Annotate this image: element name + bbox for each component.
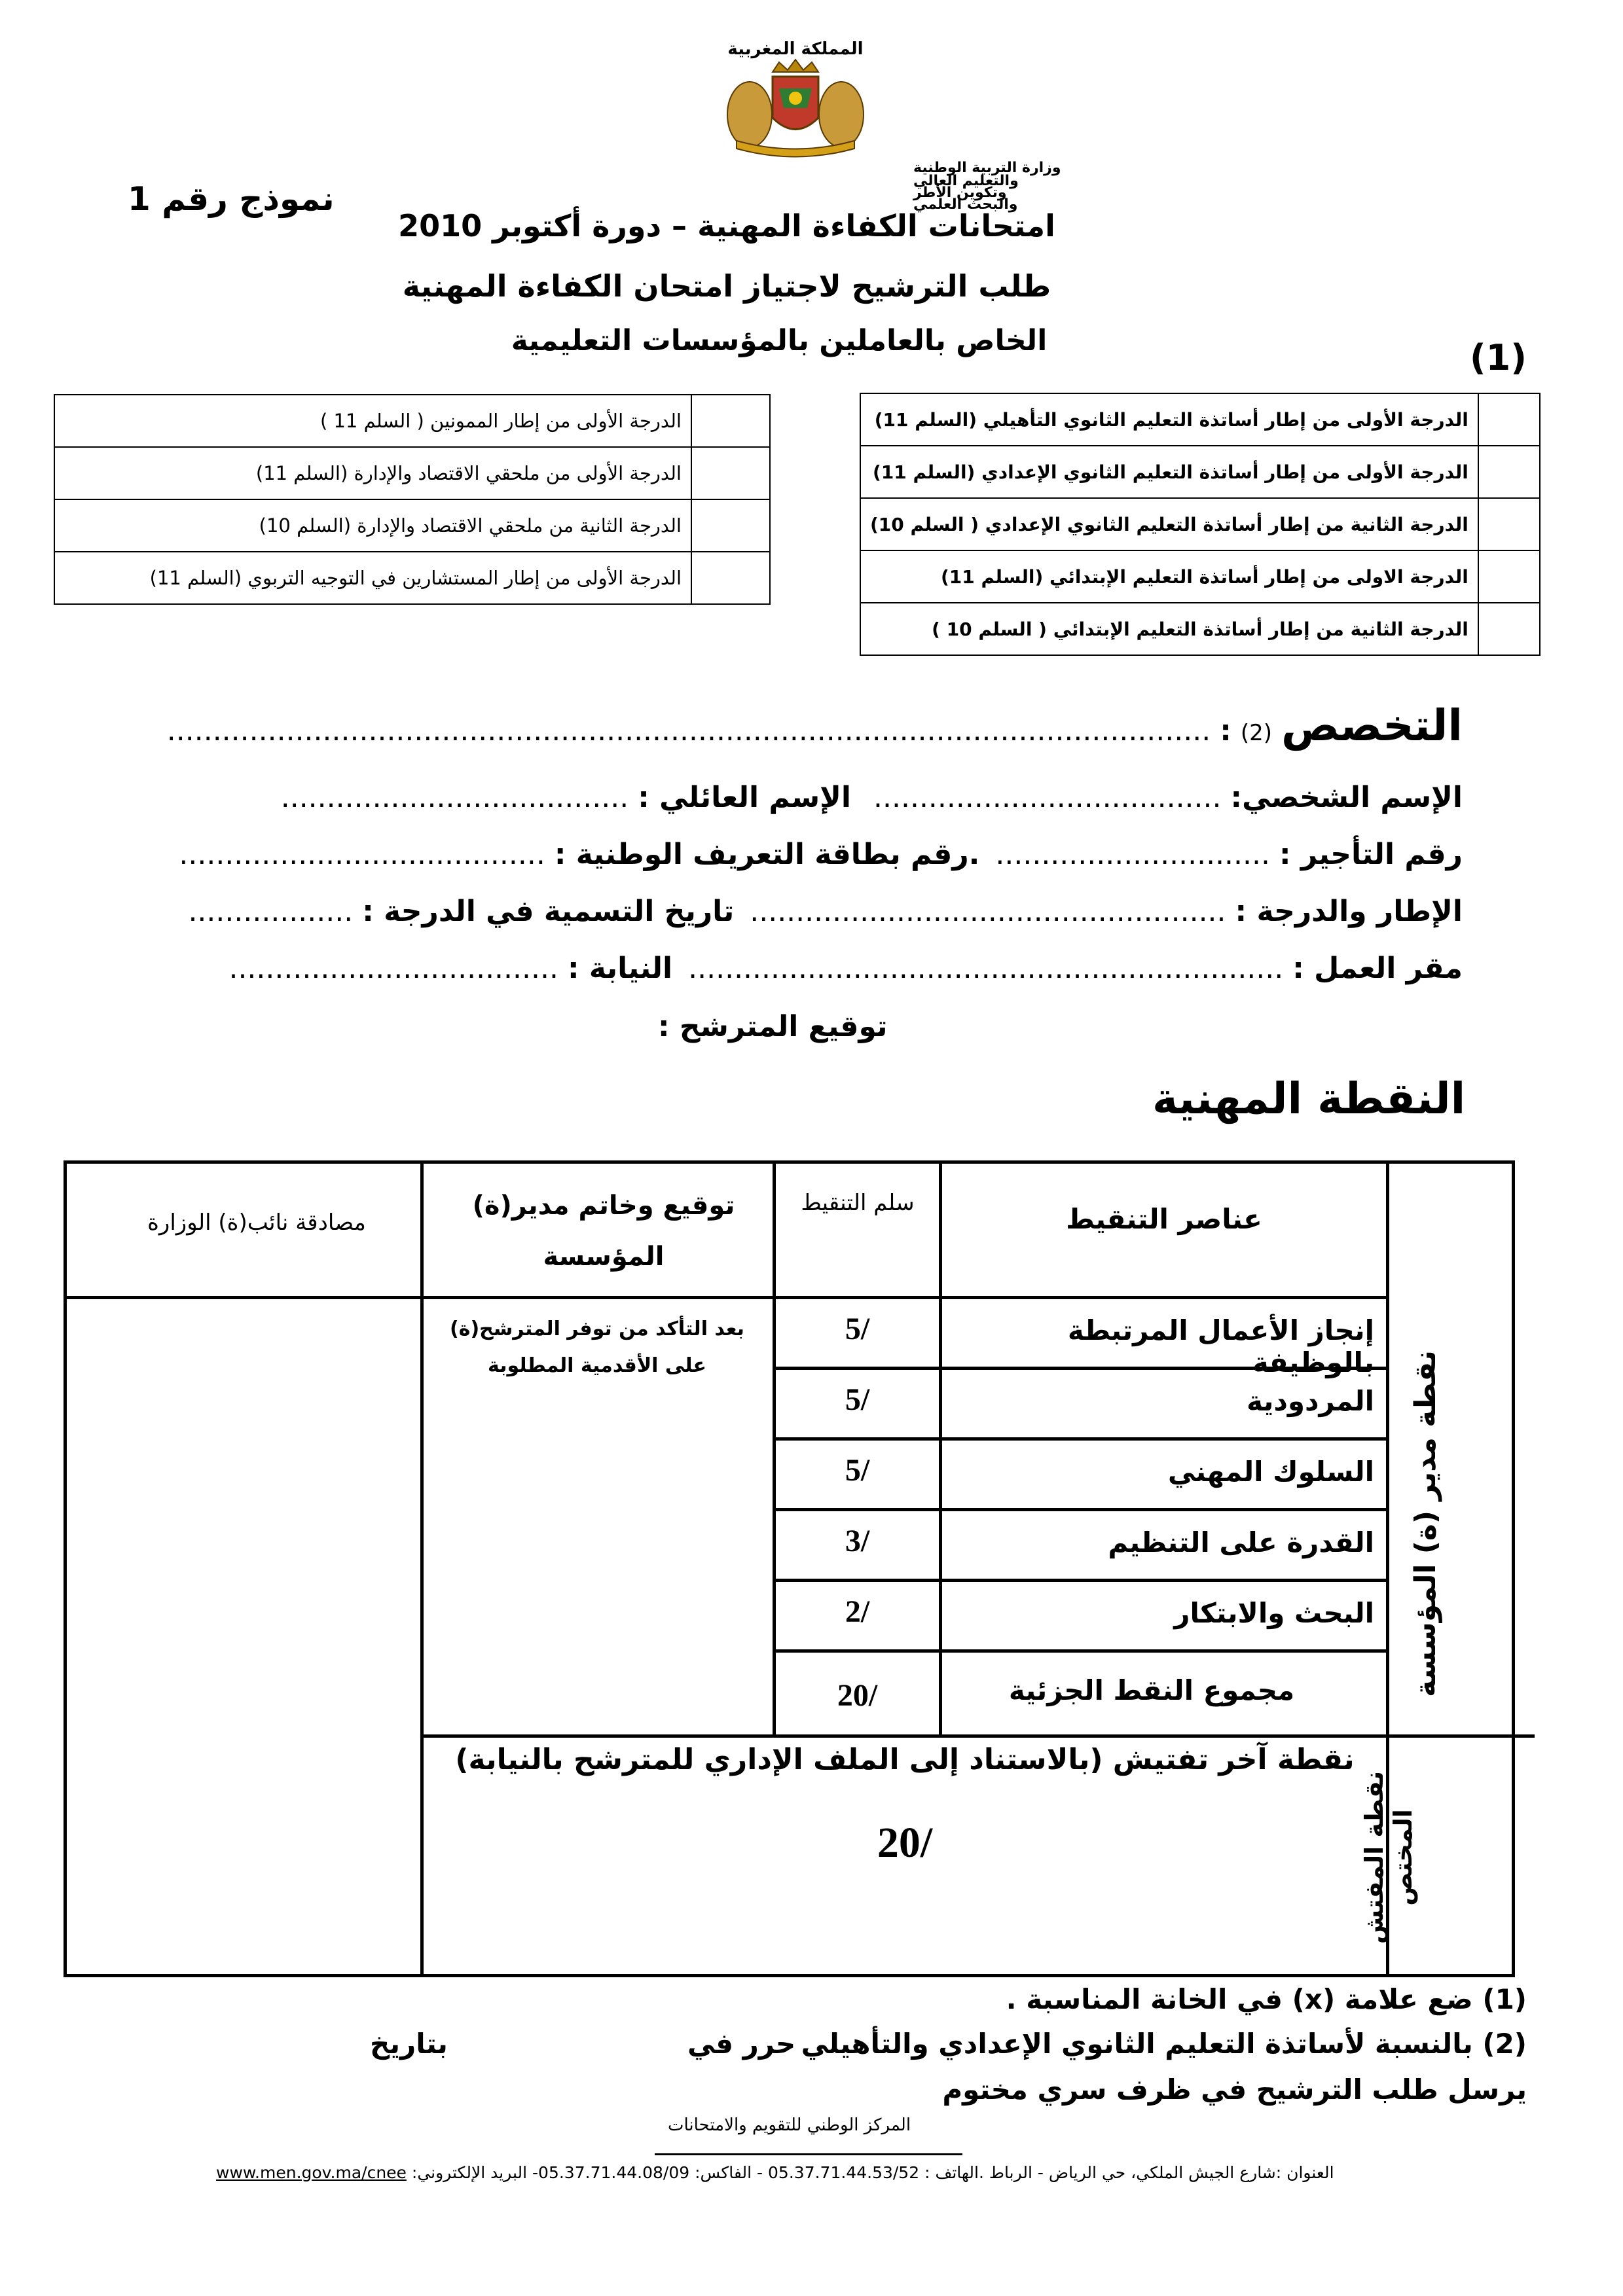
criterion-label: السلوك المهني: [1167, 1456, 1374, 1488]
footnote-1: (1) ضع علامة (x) في الخانة المناسبة .: [1006, 1983, 1527, 2015]
last-name-label: الإسم العائلي :: [638, 781, 852, 814]
workplace-row: [228, 952, 1463, 985]
criterion-total-label: مجموع النقط الجزئية: [1008, 1674, 1295, 1706]
grade-row: [860, 550, 1540, 603]
grade-label: الدرجة الأولى من ملحقي الاقتصاد والإدارة (السلم 11): [54, 447, 691, 499]
criterion-label: القدرة على التنظيم: [1108, 1526, 1374, 1558]
specialty-field[interactable]: [167, 700, 1463, 751]
director-section-label: نقطة مدير (ة) المؤسسة: [1409, 1350, 1442, 1697]
grade-checkbox[interactable]: [1478, 446, 1540, 498]
col-elements-header: عناصر التنقيط: [1066, 1203, 1262, 1235]
footer-divider: [655, 2153, 962, 2155]
inspector-section-label: نقطة المفتش المختص: [1360, 1770, 1417, 1945]
grade-label: الدرجة الثانية من ملحقي الاقتصاد والإدارة (السلم 10): [54, 499, 691, 552]
specialty-ref: (2): [1240, 720, 1272, 746]
grade-label: الدرجة الأولى من إطار أساتذة التعليم الثانوي الإعدادي (السلم 11): [860, 446, 1478, 498]
payroll-dots[interactable]: ..............................: [995, 838, 1270, 871]
criterion-label: البحث والابتكار: [1174, 1597, 1374, 1629]
signature-label: توقيع المترشح :: [658, 1010, 888, 1043]
inspection-title: نقطة آخر تفتيش (بالاستناد إلى الملف الإداري للمترشح بالنيابة): [455, 1743, 1355, 1776]
criterion-label: المردودية: [1247, 1385, 1374, 1417]
footer-address: [216, 2163, 1334, 2182]
id-row: [179, 838, 1463, 871]
grade-row: [54, 552, 770, 604]
criterion-max: /3: [845, 1524, 870, 1558]
exam-title: امتحانات الكفاءة المهنية – دورة أكتوبر 2010: [398, 208, 1055, 243]
payroll-label: رقم التأجير :: [1279, 838, 1463, 871]
grade-row: [54, 447, 770, 499]
footer-address-text: العنوان :شارع الجيش الملكي، حي الرياض - الرباط .الهاتف : 05.37.71.44.53/52 - الفاكس: 05.37.71.44.08/09- البريد الإلكتروني:: [411, 2163, 1334, 2182]
specialty-label: التخصص: [1281, 700, 1463, 751]
kingdom-text: المملكة المغربية: [727, 39, 864, 59]
national-id-dots[interactable]: ........................................: [179, 838, 545, 871]
score-table: [64, 1160, 1515, 1977]
workplace-label: مقر العمل :: [1292, 952, 1463, 985]
col-director-header: توقيع وخاتم مدير(ة) المؤسسة: [472, 1191, 735, 1272]
grade-checkbox[interactable]: [1478, 603, 1540, 655]
criterion-max: /5: [845, 1382, 870, 1417]
last-name-dots[interactable]: ......................................: [280, 781, 629, 814]
ministry-line-3: وتكوين الأطر: [913, 185, 1007, 201]
specialty-dots: ..................................................................................................................: [166, 714, 1211, 747]
dated-label: بتاريخ: [370, 2028, 448, 2060]
ministry-line-2: والتعليم العالي: [913, 173, 1019, 189]
signature-field[interactable]: [658, 1010, 888, 1043]
first-name-dots[interactable]: ......................................: [873, 781, 1222, 814]
score-title: النقطة المهنية: [1152, 1073, 1466, 1124]
cadre-grade-label: الإطار والدرجة :: [1235, 895, 1463, 928]
grade-checkbox[interactable]: [1478, 498, 1540, 550]
grades-table-left: [54, 394, 771, 605]
criterion-max: /2: [845, 1594, 870, 1629]
footer-center-name: المركز الوطني للتقويم والامتحانات: [668, 2115, 911, 2135]
grade-row: [54, 499, 770, 552]
first-name-label: الإسم الشخصي:: [1230, 781, 1463, 814]
director-note: بعد التأكد من توفر المترشح(ة) على الأقدمية المطلوبة: [450, 1318, 744, 1377]
grade-row: [860, 603, 1540, 655]
cadre-grade-dots[interactable]: ....................................................: [750, 895, 1226, 928]
coat-of-arms-icon: [638, 36, 1061, 213]
grade-label: الدرجة الاولى من إطار أساتذة التعليم الإبتدائي (السلم 11): [860, 550, 1478, 603]
criterion-max: /5: [845, 1312, 870, 1346]
ministry-emblem: [638, 36, 1061, 213]
grade-label: الدرجة الأولى من إطار الممونين ( السلم 11 ): [54, 395, 691, 447]
grade-label: الدرجة الثانية من إطار أساتذة التعليم الإبتدائي ( السلم 10 ): [860, 603, 1478, 655]
col-delegate-header: مصادقة نائب(ة) الوزارة: [147, 1210, 366, 1236]
grade-checkbox[interactable]: [1478, 550, 1540, 603]
delegation-label: النيابة :: [567, 952, 673, 985]
name-row: [281, 781, 1463, 814]
delegation-dots[interactable]: ....................................: [228, 952, 558, 985]
ministry-line-1: وزارة التربية الوطنية: [913, 160, 1061, 176]
grade-row: [54, 395, 770, 447]
note-reference-1: (1): [1470, 337, 1527, 378]
grade-label: الدرجة الأولى من إطار المستشارين في التوجيه التربوي (السلم 11): [54, 552, 691, 604]
grade-checkbox[interactable]: [1478, 393, 1540, 446]
grade-checkbox[interactable]: [691, 552, 770, 604]
criterion-max: /5: [845, 1453, 870, 1488]
grade-row: [860, 498, 1540, 550]
grade-checkbox[interactable]: [691, 395, 770, 447]
appointment-date-dots[interactable]: ..................: [188, 895, 354, 928]
footnote-2: (2) بالنسبة لأساتذة التعليم الثانوي الإعدادي والتأهيلي: [801, 2028, 1527, 2060]
grade-checkbox[interactable]: [691, 499, 770, 552]
ministry-line-4: والبحث العلمي: [913, 196, 1018, 213]
specialty-colon: :: [1220, 714, 1231, 747]
workplace-dots[interactable]: .................................................................: [688, 952, 1284, 985]
grade-row: [860, 446, 1540, 498]
cadre-row: [188, 895, 1463, 928]
criterion-total-max: /20: [837, 1678, 878, 1713]
sealed-envelope-note: يرسل طلب الترشيح في ظرف سري مختوم: [942, 2073, 1527, 2106]
grade-label: الدرجة الأولى من إطار أساتذة التعليم الثانوي التأهيلي (السلم 11): [860, 393, 1478, 446]
grade-row: [860, 393, 1540, 446]
national-id-label: .رقم بطاقة التعريف الوطنية :: [554, 838, 980, 871]
form-number: نموذج رقم 1: [128, 180, 335, 218]
grade-checkbox[interactable]: [691, 447, 770, 499]
appointment-date-label: تاريخ التسمية في الدرجة :: [362, 895, 735, 928]
website-link[interactable]: www.men.gov.ma/cnee: [216, 2163, 407, 2182]
inspection-max: /20: [877, 1819, 933, 1867]
written-in-label: حرر في: [687, 2028, 796, 2060]
grade-label: الدرجة الثانية من إطار أساتذة التعليم الثانوي الإعدادي ( السلم 10): [860, 498, 1478, 550]
grades-table-right: [860, 393, 1541, 656]
request-title: طلب الترشيح لاجتياز امتحان الكفاءة المهنية: [402, 268, 1051, 304]
staff-title: الخاص بالعاملين بالمؤسسات التعليمية: [511, 324, 1048, 357]
criterion-label: إنجاز الأعمال المرتبطة بالوظيفة: [1067, 1314, 1374, 1378]
col-scale-header: سلم التنقيط: [801, 1190, 915, 1216]
